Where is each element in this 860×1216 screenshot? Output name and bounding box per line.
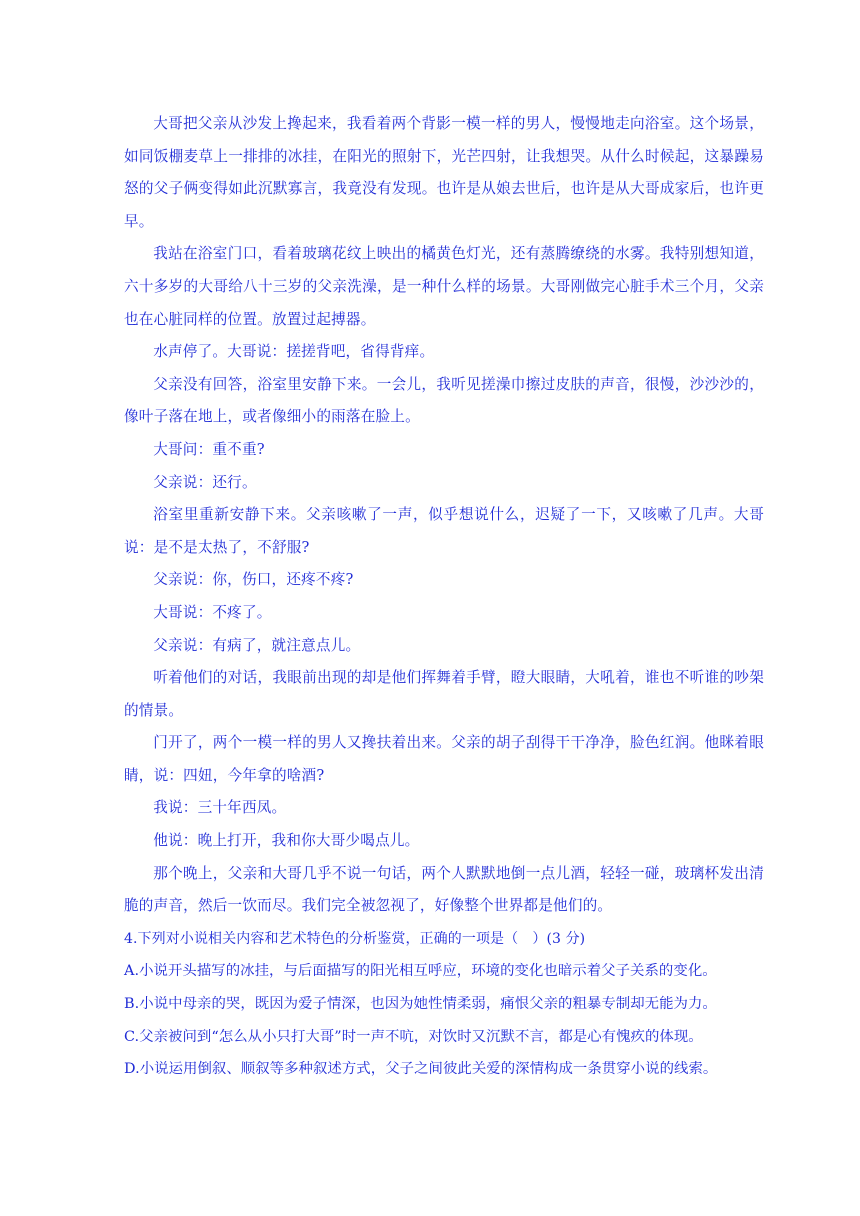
paragraph: 他说：晚上打开，我和你大哥少喝点儿。: [153, 832, 420, 850]
paragraph: 听着他们的对话，我眼前出现的却是他们挥舞着手臂，瞪大眼睛，大吼着，谁也不听谁的吵架的情景。: [124, 669, 764, 719]
answer-option-d: D.小说运用倒叙、顺叙等多种叙述方式，父子之间彼此关爱的深情构成一条贯穿小说的线索。: [124, 1061, 718, 1078]
paragraph: 父亲说：还行。: [153, 473, 257, 491]
paragraph: 大哥把父亲从沙发上搀起来，我看着两个背影一模一样的男人，慢慢地走向浴室。这个场景，如同饭棚麦草上一排排的冰挂，在阳光的照射下，光芒四射，让我想哭。从什么时候起，这暴躁易怒的父子俩变得如此沉默寡言，我竟没有发现。也许是从娘去世后，也许是从大哥成家后，也许更早。: [124, 115, 764, 230]
answer-option-b: B.小说中母亲的哭，既因为爱子情深，也因为她性情柔弱，痛恨父亲的粗暴专制却无能为力。: [124, 996, 717, 1013]
paragraph: 水声停了。大哥说：搓搓背吧，省得背痒。: [153, 343, 435, 361]
paragraph: 大哥说：不疼了。: [153, 603, 272, 621]
paragraph: 父亲没有回答，浴室里安静下来。一会儿，我听见搓澡巾擦过皮肤的声音，很慢，沙沙沙的，像叶子落在地上，或者像细小的雨落在脸上。: [124, 375, 764, 426]
document-body: [124, 108, 764, 1086]
answer-option-c: C.父亲被问到“怎么从小只打大哥”时一声不吭，对饮时又沉默不言，都是心有愧疚的体现。: [124, 1028, 703, 1045]
paragraph: 我站在浴室门口，看着玻璃花纹上映出的橘黄色灯光，还有蒸腾缭绕的水雾。我特别想知道，六十多岁的大哥给八十三岁的父亲洗澡，是一种什么样的场景。大哥刚做完心脏手术三个月，父亲也在心脏同样的位置。放置过起搏器。: [124, 245, 764, 328]
question-stem: 4.下列对小说相关内容和艺术特色的分析鉴赏，正确的一项是（ ）(3 分): [124, 930, 586, 947]
answer-option-a: A.小说开头描写的冰挂，与后面描写的阳光相互呼应，环境的变化也暗示着父子关系的变化。: [124, 963, 717, 980]
paragraph: 父亲说：你，伤口，还疼不疼?: [153, 571, 354, 589]
paragraph: 大哥问：重不重?: [153, 440, 265, 458]
paragraph: 浴室里重新安静下来。父亲咳嗽了一声，似乎想说什么，迟疑了一下，又咳嗽了几声。大哥说：是不是太热了，不舒服?: [124, 506, 764, 556]
paragraph: 门开了，两个一模一样的男人又搀扶着出来。父亲的胡子刮得干干净净，脸色红润。他眯着眼睛，说：四妞，今年拿的啥酒?: [124, 734, 764, 784]
paragraph: 我说：三十年西凤。: [153, 799, 287, 817]
paragraph: 父亲说：有病了，就注意点儿。: [153, 636, 361, 654]
paragraph: 那个晚上，父亲和大哥几乎不说一句话，两个人默默地倒一点儿酒，轻轻一碰，玻璃杯发出清脆的声音，然后一饮而尽。我们完全被忽视了，好像整个世界都是他们的。: [124, 864, 764, 915]
